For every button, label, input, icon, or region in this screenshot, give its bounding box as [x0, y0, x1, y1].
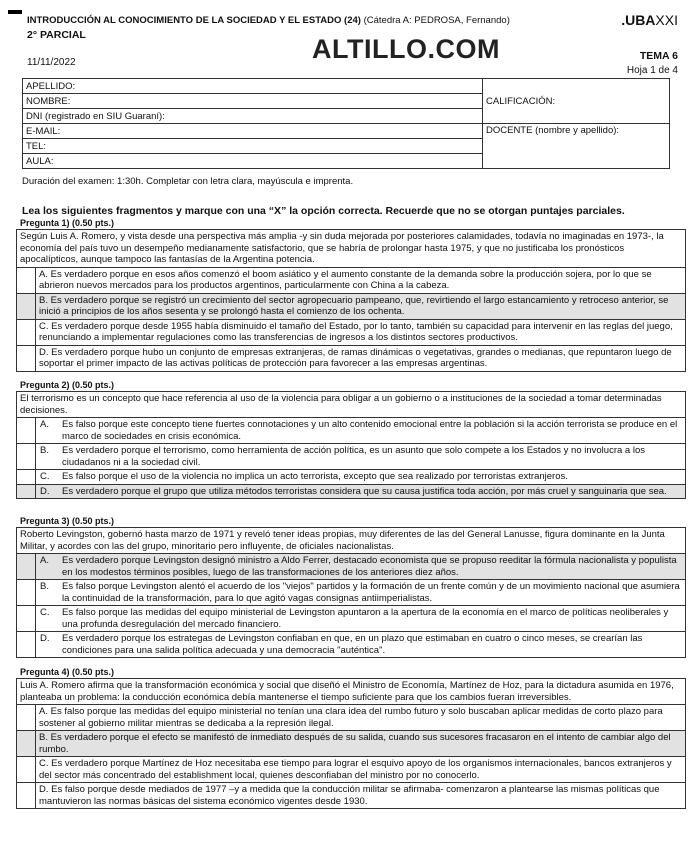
option-text: C. Es verdadero porque Martínez de Hoz necesitaba ese tiempo para lograr el esquivo apoyo de los organismos internacionales, bancos extranjeros y del sector más concentrado del establishment local, quienes desconfiaban del ministro por no conocerlo.	[39, 758, 672, 781]
option-text: Es falso porque Levingston alentó el acuerdo de los "viejos" partidos y la formación de un frente común y de un movimiento nacional que asumiera la continuidad de la transformación, para lo que agitó vagas consignas antiimperialistas.	[62, 581, 680, 604]
tema-label: TEMA 6	[639, 50, 678, 62]
uba-xxi-text: XXI	[655, 12, 678, 28]
apellido-field[interactable]: APELLIDO:	[23, 79, 483, 94]
option-text: B. Es verdadero porque el efecto se manifestó de inmediato después de su salida, cuando sus sucesores fracasaron en el intento de cambiar algo del rumbo.	[39, 732, 671, 755]
email-field[interactable]: E-MAIL:	[23, 124, 483, 139]
option-letter: A.	[40, 555, 49, 566]
tel-field[interactable]: TEL:	[23, 139, 483, 154]
question-4	[16, 667, 686, 809]
option-d[interactable]	[17, 484, 685, 499]
question-stem: Según Luis A. Romero, y vista desde una perspectiva más amplia -y sin duda mejorada por posteriores calamidades, todavía no imaginadas en 1973-, la economía del país tuvo un desempeño medianamente satisfactorio, que se habría de prolongar hasta 1975, y que no justificaba los pronósticos apocalípticos, aunque tampoco las fantasías de la Argentina potencia.	[20, 231, 664, 265]
option-text: Es verdadero porque el terrorismo, como herramienta de acción política, es un asunto que solo compete a los Estados y no involucra a los ciudadanos ni a la sociedad civil.	[62, 445, 645, 468]
dni-field[interactable]: DNI (registrado en SIU Guaraní):	[23, 109, 483, 124]
catedra: (Cátedra A: PEDROSA, Fernando)	[363, 15, 510, 26]
docente-field[interactable]: DOCENTE (nombre y apellido):	[483, 124, 670, 169]
option-a[interactable]	[17, 553, 685, 579]
question-2	[16, 380, 686, 499]
option-b[interactable]	[17, 730, 685, 756]
option-d[interactable]	[17, 782, 685, 808]
option-text: B. Es verdadero porque se registró un crecimiento del sector agropecuario pampeano, que, revirtiendo el largo estancamiento y retroceso anterior, se inició a principios de los años sesenta y se prolongó hasta el comienzo de los ochenta.	[39, 294, 669, 317]
nombre-field[interactable]: NOMBRE:	[23, 94, 483, 109]
calificacion-field[interactable]: CALIFICACIÓN:	[483, 79, 670, 124]
option-text: Es falso porque este concepto tiene fuertes connotaciones y un alto contenido emocional entre la población si la acción terrorista se produce en el marco de sociedades en crisis económica.	[62, 419, 678, 442]
option-text: A. Es verdadero porque en esos años comenzó el boom asiático y el aumento constante de la demanda sobre la producción sojera, por lo que se abrieron nuevos mercados para los productos argentinos, particularmente con China a la cabeza.	[39, 268, 652, 291]
option-d[interactable]	[17, 345, 685, 371]
question-stem: Luis A. Romero afirma que la transformación económica y social que diseñó el Ministro de Economía, Martínez de Hoz, para la dictadura asumida en 1976, planteaba un problema: la conducción económica debía mantenerse el tiempo suficiente para que los cambios fueran irreversibles.	[20, 680, 674, 703]
uba-logo	[621, 12, 678, 28]
aula-field[interactable]: AULA:	[23, 154, 483, 169]
question-box	[16, 678, 686, 809]
option-b[interactable]	[17, 443, 685, 469]
option-letter: D.	[40, 633, 50, 644]
question-1	[16, 218, 686, 372]
option-a[interactable]	[17, 704, 685, 730]
student-info-table	[22, 78, 670, 169]
question-stem: Roberto Levingston, gobernó hasta marzo de 1971 y reveló tener ideas propias, muy diferentes de las del General Lanusse, figura dominante en la Junta Militar, y acordes con las del grupo, minoritario pero influyente, de oficiales nacionalistas.	[20, 529, 665, 552]
question-label: Pregunta 4) (0.50 pts.)	[20, 667, 115, 677]
option-letter: B.	[40, 581, 49, 592]
option-c[interactable]	[17, 319, 685, 345]
option-d[interactable]	[17, 631, 685, 657]
option-letter: C.	[40, 471, 50, 482]
altillo-watermark: ALTILLO.COM	[312, 34, 500, 64]
option-text: Es falso porque las medidas del equipo ministerial de Levingston apuntaron a la apertura de la economía en el marco de políticas neoliberales y una profunda desregulación del mercado financiero.	[62, 607, 669, 630]
option-a[interactable]	[17, 417, 685, 443]
course-title	[27, 15, 510, 26]
exam-date: 11/11/2022	[27, 57, 76, 68]
option-letter: C.	[40, 607, 50, 618]
option-a[interactable]	[17, 267, 685, 293]
option-text: Es verdadero porque los estrategas de Levingston confiaban en que, en un plazo que estimaban en cuatro o cinco meses, se crearían las condiciones para una salida política adecuada y una democracia "auténtica".	[62, 633, 643, 656]
option-text: Es verdadero porque el grupo que utiliza métodos terroristas considera que su causa justifica toda acción, por más cruel y sanguinaria que sea.	[62, 485, 667, 497]
option-text: Es verdadero porque Levingston designó ministro a Aldo Ferrer, destacado economista que se propuso reeditar la fórmula nacionalista y populista en los modestos términos posibles, luego de las transformaciones de los anteriores diez años.	[62, 555, 677, 578]
exam-type: 2° PARCIAL	[27, 29, 86, 41]
page-number: Hoja 1 de 4	[626, 65, 678, 76]
question-3	[16, 516, 686, 658]
option-letter: B.	[40, 445, 49, 456]
question-box	[16, 229, 686, 372]
question-box	[16, 391, 686, 499]
question-label: Pregunta 3) (0.50 pts.)	[20, 516, 115, 526]
option-b[interactable]	[17, 293, 685, 319]
uba-text: .UBA	[621, 12, 656, 28]
instructions: Lea los siguientes fragmentos y marque con una “X” la opción correcta. Recuerde que no se otorgan puntajes parciales.	[22, 205, 625, 217]
option-c[interactable]	[17, 756, 685, 782]
option-b[interactable]	[17, 579, 685, 605]
question-label: Pregunta 1) (0.50 pts.)	[20, 218, 115, 228]
option-text: Es falso porque el uso de la violencia no implica un acto terrorista, excepto que sea realizado por terroristas extranjeros.	[62, 471, 568, 482]
question-stem: El terrorismo es un concepto que hace referencia al uso de la violencia para obligar a un gobierno o a instituciones de la sociedad a tomar determinadas decisiones.	[20, 393, 662, 416]
option-c[interactable]	[17, 469, 685, 484]
header-mark	[8, 10, 22, 14]
option-letter: D.	[40, 485, 50, 497]
option-text: D. Es verdadero porque hubo un conjunto de empresas extranjeras, de ramas dinámicas o vegetativas, grandes o medianas, que repuntaron luego de soportar el primer impacto de las activas políticas de protección para favorecer a las empresas argentinas.	[39, 346, 672, 369]
option-text: C. Es verdadero porque desde 1955 había disminuido el tamaño del Estado, por lo tanto, también su capacidad para intervenir en las reglas del juego, renunciando a implementar regulaciones como las transferencias de ingresos a los distintos sectores productivos.	[39, 320, 673, 343]
option-text: A. Es falso porque las medidas del equipo ministerial no tenían una clara idea del rumbo futuro y solo buscaban aplicar medidas de corto plazo para sostener al gobierno militar mientras se dedicaba a la represión ilegal.	[39, 706, 663, 729]
option-c[interactable]	[17, 605, 685, 631]
question-box	[16, 527, 686, 658]
option-text: D. Es falso porque desde mediados de 1977 –y a medida que la conducción militar se afirmaba- comenzaron a plantearse las mismas políticas que mantuvieron las normas básicas del sistema económico vigentes desde 1930.	[39, 784, 660, 807]
exam-duration: Duración del examen: 1:30h. Completar con letra clara, mayúscula e imprenta.	[22, 176, 354, 187]
question-label: Pregunta 2) (0.50 pts.)	[20, 380, 115, 390]
option-letter: A.	[40, 419, 49, 430]
course-name: INTRODUCCIÓN AL CONOCIMIENTO DE LA SOCIEDAD Y EL ESTADO (24)	[27, 15, 361, 26]
